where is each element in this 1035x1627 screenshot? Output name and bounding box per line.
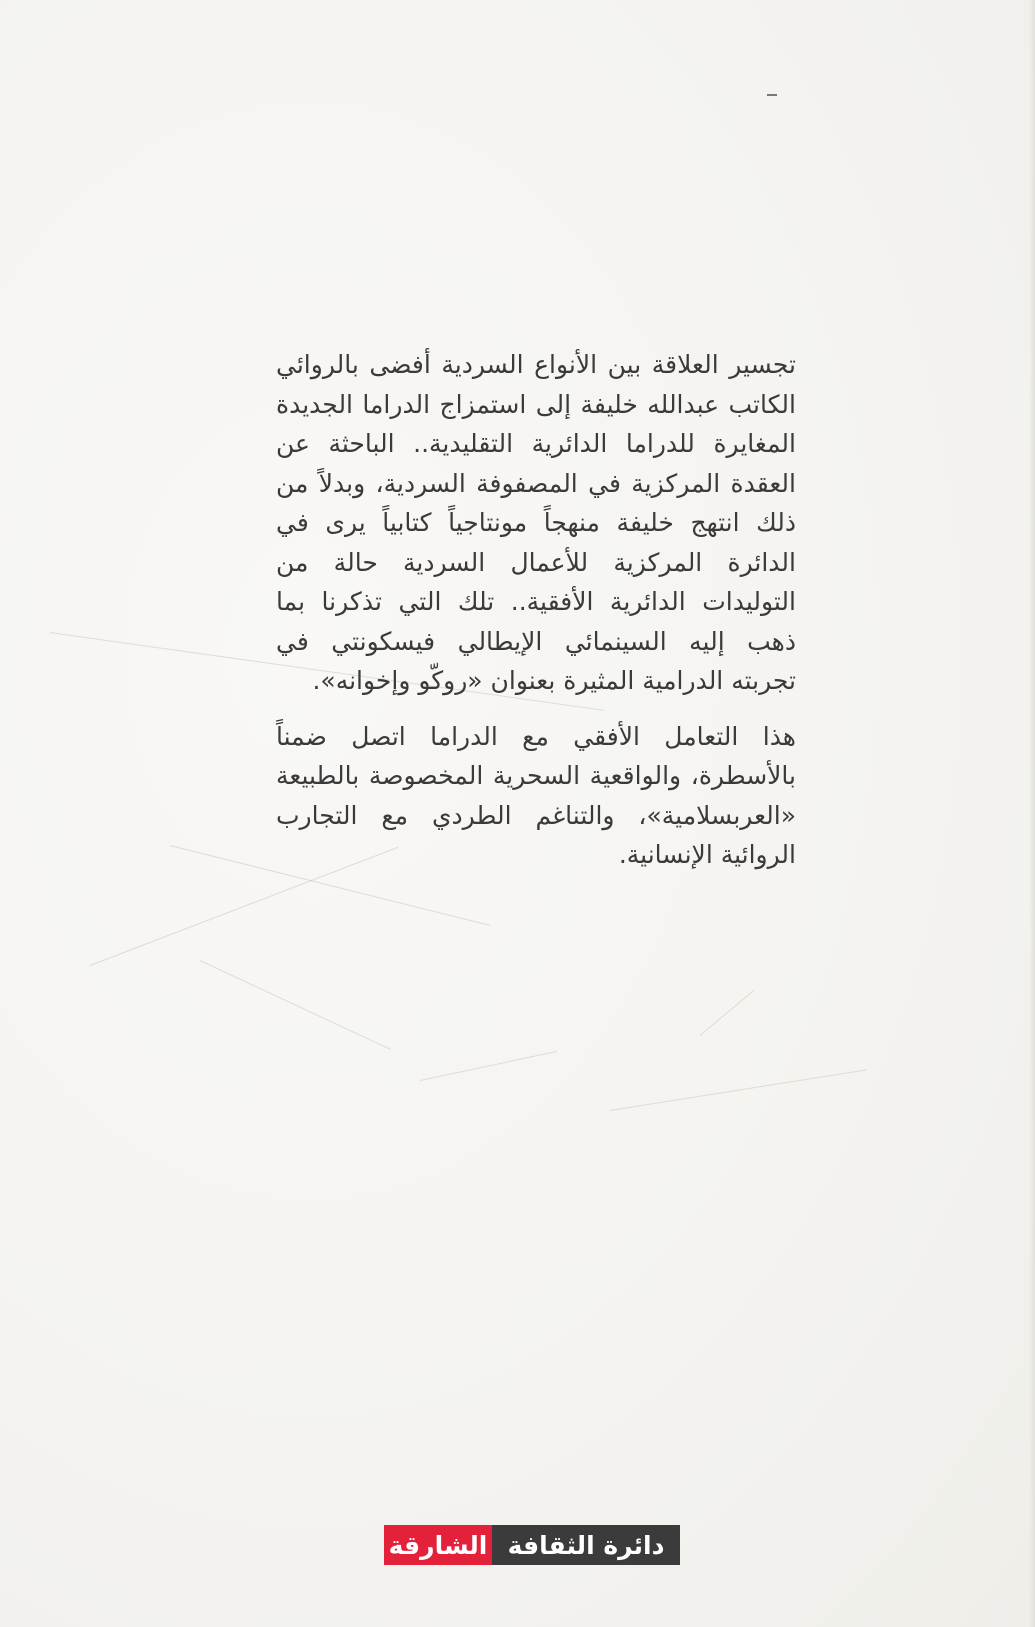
cover-edge-shadow <box>1029 0 1035 1627</box>
cover-crease <box>200 960 391 1050</box>
dash-mark <box>767 94 777 96</box>
publisher-logo <box>384 1525 680 1565</box>
blurb-paragraph-2: هذا التعامل الأفقي مع الدراما اتصل ضمناً بالأسطرة، والواقعية السحرية المخصوصة بالطبيعة «العربسلامية»، والتناغم الطردي مع التجارب الروائية الإنسانية. <box>276 721 796 869</box>
cover-crease <box>700 990 754 1036</box>
logo-culture-dept-label: دائرة الثقافة <box>492 1525 680 1565</box>
cover-crease <box>420 1051 557 1081</box>
cover-crease <box>610 1069 867 1111</box>
logo-sharjah-label: الشارقة <box>384 1525 492 1565</box>
back-cover-blurb <box>276 345 796 875</box>
blurb-paragraph-1: تجسير العلاقة بين الأنواع السردية أفضى بالروائي الكاتب عبدالله خليفة إلى استمزاج الدراما الجديدة المغايرة للدراما الدائرية التقليدية.. الباحثة عن العقدة المركزية في المصفوفة السردية، وبدلاً من ذلك انتهج خليفة منهجاً مونتاجياً كتابياً يرى في الدائرة المركزية للأعمال السردية حالة من التوليدات الدائرية الأفقية.. تلك التي تذكرنا بما ذهب إليه السينمائي الإيطالي فيسكونتي في تجربته الدرامية المثيرة بعنوان «روكّو وإخوانه». <box>276 350 796 695</box>
